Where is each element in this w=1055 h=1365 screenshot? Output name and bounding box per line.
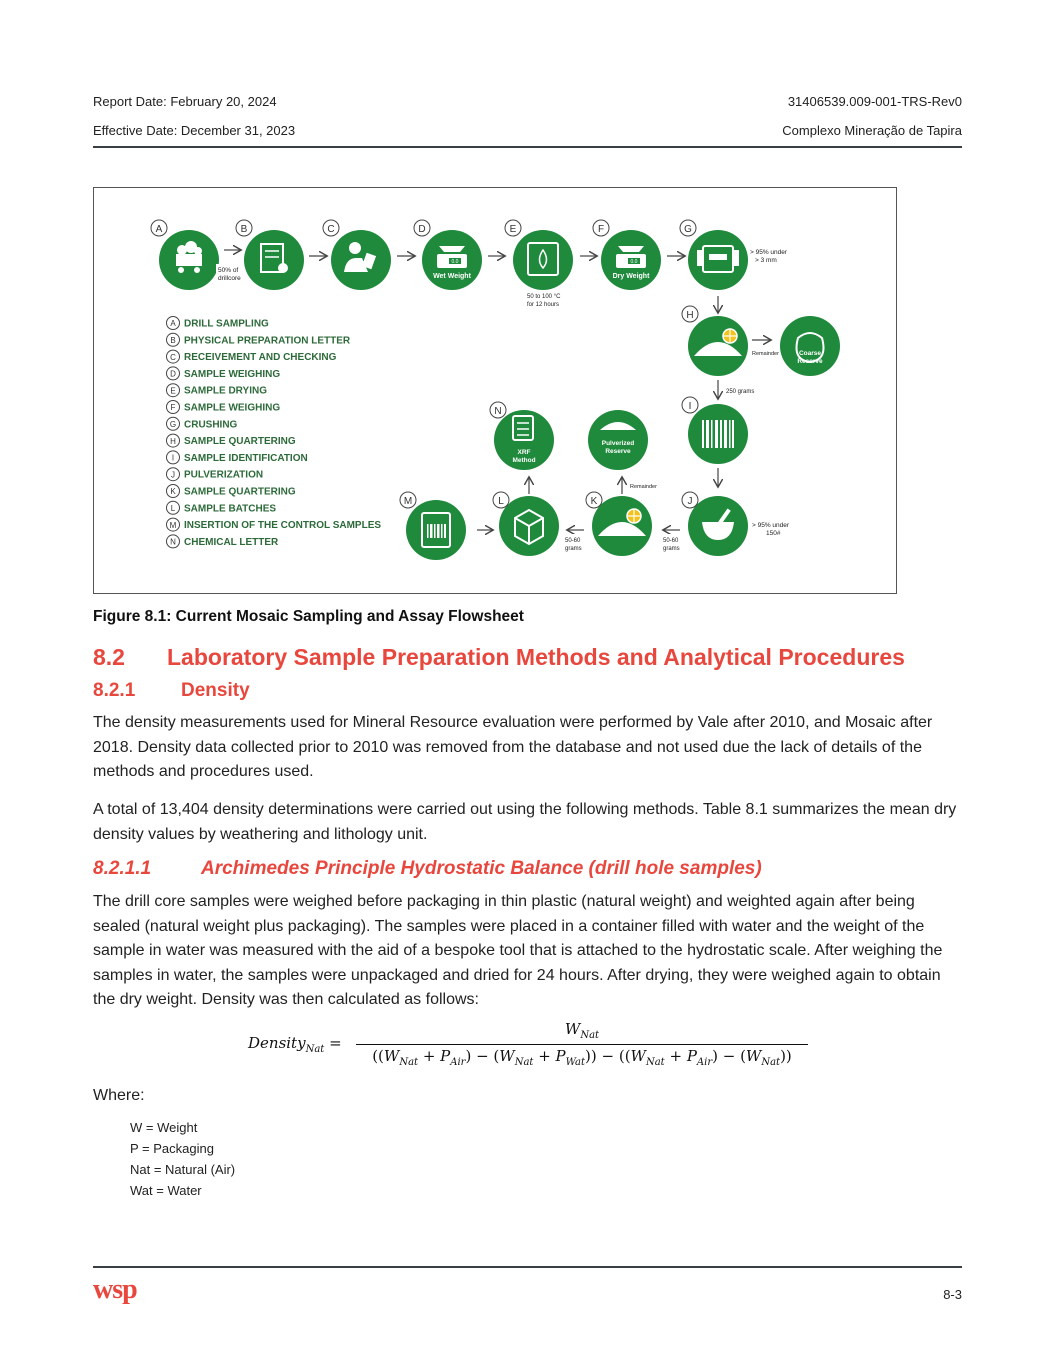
note-oven-1: 50 to 100 °C (527, 294, 561, 300)
note-oven-2: for 12 hours (527, 302, 560, 308)
legend-label: RECEIVEMENT AND CHECKING (184, 352, 337, 364)
legend-item (167, 417, 238, 430)
svg-text:G: G (684, 224, 692, 235)
legend-item (167, 367, 281, 380)
note-50-60-a-1: 50-60 (565, 538, 581, 544)
label-xrf-1: XRF (517, 449, 531, 456)
step-m-insertion-of-control-samples (400, 492, 466, 560)
page-number: 8-3 (943, 1287, 962, 1302)
legend-letter: H (170, 436, 176, 446)
legend-label: DRILL SAMPLING (184, 318, 269, 330)
legend-label: INSERTION OF THE CONTROL SAMPLES (184, 520, 382, 532)
svg-text:C: C (327, 224, 335, 235)
note-remainder-k: Remainder (630, 484, 657, 490)
step-k-sample-quartering (586, 492, 652, 556)
step-l-sample-batches (493, 492, 559, 556)
legend-letter: K (170, 487, 176, 497)
section-8-2-title: Laboratory Sample Preparation Methods and Analytical Procedures (167, 644, 905, 670)
legend-item (167, 501, 277, 514)
legend-label: CHEMICAL LETTER (184, 536, 279, 548)
step-f-sample-weighing (593, 220, 661, 290)
step-j-pulverization (682, 492, 748, 556)
legend-item (167, 468, 264, 481)
definition-packaging: P = Packaging (130, 1141, 214, 1156)
svg-text:D: D (418, 224, 426, 235)
density-paragraph-1: The density measurements used for Mineral Resource evaluation were performed by Vale after 2010, and Mosaic after 2018. Density data collected prior to 2010 was removed from the database and not used due the lack of details of the methods and procedures used. (93, 714, 933, 780)
svg-text:L: L (498, 496, 504, 507)
definition-water: Wat = Water (130, 1183, 202, 1198)
definition-weight: W = Weight (130, 1120, 198, 1135)
legend-item (167, 485, 296, 498)
note-pulv-1: > 95% under (752, 522, 790, 529)
legend-item (167, 518, 382, 531)
svg-text:J: J (687, 496, 693, 507)
legend-item (167, 350, 337, 363)
svg-text:F: F (597, 224, 605, 235)
doc-number: 31406539.009-001-TRS-Rev0 (787, 94, 962, 109)
note-crush-2: > 3 mm (755, 257, 777, 264)
step-d-sample-weighing (414, 220, 482, 290)
legend-item (167, 535, 280, 548)
note-50-60-a-2: grams (565, 546, 582, 552)
legend-label: SAMPLE WEIGHING (184, 402, 281, 414)
step-c-receivement-and-checking (323, 220, 391, 290)
note-drillcore-2: drillcore (218, 275, 241, 282)
legend-letter: C (170, 352, 176, 362)
note-50-60-b-2: grams (663, 546, 680, 552)
legend-label: SAMPLE IDENTIFICATION (184, 452, 308, 464)
label-coarse-1: Coarse (798, 350, 822, 357)
section-8-2-1-1-heading (93, 858, 762, 880)
svg-text:K: K (590, 496, 598, 507)
legend-item (167, 317, 270, 330)
scale-readout-dry: 0.0 (630, 259, 638, 265)
step-e-sample-drying (505, 220, 573, 290)
definition-natural: Nat = Natural (Air) (130, 1162, 236, 1177)
legend-label: PHYSICAL PREPARATION LETTER (184, 335, 351, 347)
wsp-logo-mark (93, 1276, 157, 1310)
legend-label: SAMPLE QUARTERING (184, 486, 296, 498)
section-8-2-number: 8.2 (93, 644, 125, 670)
svg-text:H: H (686, 310, 694, 321)
legend-label: SAMPLE DRYING (184, 385, 267, 397)
svg-text:E: E (509, 224, 517, 235)
formula-fraction-bar (356, 1044, 808, 1045)
legend-label: SAMPLE WEIGHING (184, 368, 281, 380)
step-b-physical-preparation-letter (236, 220, 304, 290)
section-8-2-1-1-number: 8.2.1.1 (93, 858, 152, 879)
flowsheet-legend (167, 317, 382, 548)
label-coarse-2: Reserve (797, 358, 823, 365)
legend-letter: A (170, 319, 176, 329)
section-8-2-1-number: 8.2.1 (93, 680, 136, 701)
formula-numerator: $W_{Nat}$ (564, 1020, 600, 1041)
legend-letter: N (170, 537, 176, 547)
step-a-drill-sampling (151, 220, 219, 290)
legend-letter: I (171, 453, 175, 463)
legend-label: PULVERIZATION (184, 469, 264, 481)
svg-text:wsp: wsp (93, 1276, 137, 1305)
project-name: Complexo Mineração de Tapira (782, 123, 962, 138)
legend-item (167, 384, 268, 397)
effective-date: Effective Date: December 31, 2023 (93, 123, 296, 138)
section-8-2-heading (93, 644, 905, 671)
where-label: Where: (93, 1087, 145, 1104)
label-pulverized-1: Pulverized (601, 440, 635, 447)
coarse-reserve (780, 316, 840, 376)
note-drillcore-1: 50% of (218, 267, 239, 274)
section-8-2-1-heading (93, 680, 250, 702)
note-remainder-h: Remainder (752, 351, 779, 357)
legend-item (167, 401, 281, 414)
density-paragraph-2: A total of 13,404 density determinations were carried out using the following methods. Table 8.1 summarizes the mean dry density values by weathering and lithology unit. (93, 801, 957, 843)
flowsheet-diagram (94, 188, 896, 593)
legend-label: SAMPLE QUARTERING (184, 436, 296, 448)
archimedes-paragraph: The drill core samples were weighed before packaging in thin plastic (natural weight) and weighted again after being sealed (natural weight plus packaging). The samples were placed in a container filled with water and the weight of the sample in water was measured with the aid of a bespoke tool that is attached to the hydrostatic scale. After weighing the samples in water, the samples were unpackaged and dried for 24 hours. After drying, they were weighed again to obtain the dry weight. Density was then calculated as follows: (93, 893, 943, 1008)
svg-text:B: B (240, 224, 248, 235)
step-i-sample-identification (682, 397, 748, 464)
note-50-60-b-1: 50-60 (663, 538, 679, 544)
legend-letter: D (170, 369, 176, 379)
note-pulv-2: 150# (766, 530, 781, 537)
wsp-logo (93, 1276, 157, 1315)
legend-item (167, 434, 296, 447)
legend-letter: E (170, 386, 176, 396)
svg-text:A: A (155, 224, 163, 235)
svg-text:M: M (403, 496, 413, 507)
step-n-chemical-letter (490, 402, 554, 470)
label-xrf-2: Method (512, 457, 536, 464)
formula-denominator: $((W_{Nat} + P_{Air}) - (W_{Nat} + P_{Wat})) - ((W_{Nat} + P_{Air}) - (W_{Nat}))$ (372, 1047, 792, 1068)
legend-letter: F (170, 403, 176, 413)
flowsheet-figure (93, 187, 897, 594)
label-pulverized-2: Reserve (605, 448, 631, 455)
note-crush-1: > 95% under (750, 249, 788, 256)
report-date: Report Date: February 20, 2024 (93, 94, 277, 109)
legend-label: CRUSHING (184, 419, 238, 431)
label-dry-weight: Dry Weight (612, 273, 650, 280)
header-rule (93, 146, 962, 148)
svg-text:N: N (494, 406, 502, 417)
legend-item (167, 333, 351, 346)
legend-letter: B (170, 336, 176, 345)
svg-text:I: I (688, 401, 692, 412)
legend-letter: M (169, 520, 177, 530)
legend-letter: G (169, 420, 177, 429)
density-formula (248, 1020, 818, 1072)
pulverized-reserve (588, 410, 648, 470)
label-wet-weight: Wet Weight (433, 273, 471, 280)
legend-label: SAMPLE BATCHES (184, 503, 277, 515)
footer-rule (93, 1266, 962, 1268)
legend-letter: J (171, 470, 175, 480)
step-g-crushing (680, 220, 748, 290)
section-8-2-1-1-title: Archimedes Principle Hydrostatic Balance (drill hole samples) (201, 858, 762, 879)
legend-letter: L (170, 504, 176, 513)
legend-item (167, 451, 308, 464)
formula-lhs: Density$_{Nat}$ = (248, 1034, 342, 1055)
figure-caption: Figure 8.1: Current Mosaic Sampling and Assay Flowsheet (93, 608, 524, 625)
note-250-grams: 250 grams (726, 389, 755, 395)
step-h-sample-quartering (682, 306, 748, 376)
section-8-2-1-title: Density (181, 680, 250, 701)
scale-readout-wet: 0.0 (451, 259, 459, 265)
